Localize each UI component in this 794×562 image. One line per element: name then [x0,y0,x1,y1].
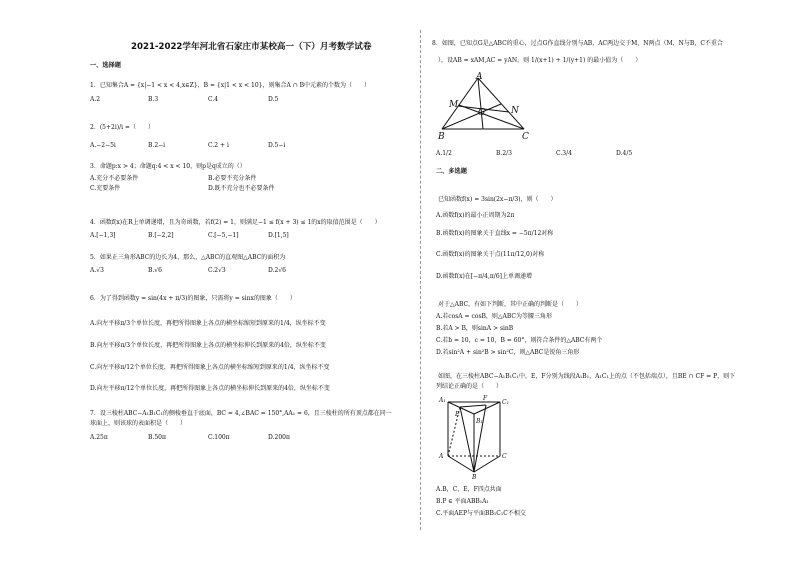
q4-option-d: D.[1,5] [268,232,289,239]
q6-option-b: B.向左平移π/3个单位长度，再把所得图象上各点的横坐标伸长到原来的4倍，纵坐标不变 [90,342,326,349]
q4-stem: 4．函数f(x)在R上单调递增，且为奇函数，若f(2) = 1，则满足−1 ≤ f(x + 3) ≤ 1的x的取值范围是（ ） [90,219,381,226]
page-title: 2021-2022学年河北省石家庄市某校高一（下）月考数学试卷 [131,42,372,52]
q8-option-a: A.1/2 [436,150,452,157]
q3-stem: 3．命题p:x > 4；命题q:4 < x < 10，则p是q成立的（） [90,163,246,170]
fig11-label-f: F [483,395,488,402]
q4-option-a: A.[−1,3] [90,232,116,239]
q11-stem-line1: 如图，在三棱柱ABC−A₁B₁C₁中，E，F分别为线段A₁B₁，A₁C₁上的点（不包括端点），且BE ∩ CF = P，则下 [438,373,736,380]
q5-option-a: A.√3 [90,267,104,274]
q8-option-c: C.3/4 [556,150,572,157]
q9-option-b: B.函数f(x)的图象关于直线x = −5π/12对称 [436,230,554,237]
q3-option-c: C.充要条件 [90,185,121,192]
q7-stem-line1: 7．设三棱柱ABC−A₁B₁C₁的侧棱垂直于底面，BC = 4,∠BAC = 150°,AA₁ = 6，且三棱柱的所有顶点都在同一 [90,410,392,417]
q9-stem: 已知函数f(x) = 3sin(2x−π/3)，则（ ） [438,196,557,203]
q10-option-a: A.若cosA = cosB，则△ABC为等腰三角形 [436,313,552,320]
q1-stem: 1．已知集合A = {x|−1 < x < 4,x∈Z}，B = {x|1 < x < 10}，则集合A ∩ B中元素的个数为（ ） [90,82,371,89]
q6-option-a: A.向左平移π/3个单位长度，再把所得图象上各点的横坐标缩短到原来的1/4，纵坐标不变 [90,320,326,327]
fig11-label-b: B [472,474,477,480]
fig11-label-b1: B₁ [476,418,483,425]
fig8-label-c: C [522,132,529,140]
q10-stem: 对于△ABC，有如下判断，其中正确的判断是（ ） [438,301,583,308]
q8-option-b: B.2/3 [496,150,512,157]
q5-option-c: C.2√3 [208,267,226,274]
q5-option-b: B.√6 [148,267,162,274]
q1-option-c: C.4 [208,96,219,103]
q4-option-c: C.[−5,−1] [208,232,239,239]
q6-option-c: C.向左平移π/12个单位长度，再把所得图象上各点的横坐标缩短到原来的1/4，纵坐标不变 [90,364,330,371]
column-divider [420,30,421,530]
fig11-label-a: A [439,453,444,460]
q6-option-d: D.向左平移π/12个单位长度，再把所得图象上各点的横坐标伸长到原来的4倍，纵坐标不变 [90,385,330,392]
q10-option-d: D.若sin²A + sin²B > sin²C，则△ABC是锐角三角形 [436,349,580,356]
prism-figure [436,394,522,480]
fig8-label-g: G [478,108,486,118]
q4-option-b: B.[−2,2] [148,232,174,239]
q7-option-a: A.25π [90,434,108,441]
q8-stem-line2: ），设AB = xAM,AC = yAN，则 1/(x+1) + 1/(y+1) 的最小值为（ ） [438,57,642,64]
q3-option-a: A.充分不必要条件 [90,175,139,182]
q2-option-d: D.5−i [268,142,286,149]
q2-option-c: C.2 + i [208,142,229,149]
q6-stem: 6．为了得到函数y = sin(4x + π/3)的图象，只需将y = sinx的图象（ ） [90,295,296,302]
fig8-label-a: A [476,72,483,82]
q7-stem-line2: 球面上，则该球的表面积是（ ） [90,420,187,427]
q11-stem-line2: 列结论正确的是（ ） [436,383,503,390]
section-multiple-heading: 二、多选题 [436,168,467,175]
q1-option-d: D.5 [268,96,279,103]
q11-option-c: C.平面AEP与平面BB₁C₁C不相交 [436,510,526,517]
q9-option-a: A.函数f(x)的最小正周期为2π [436,212,515,219]
fig11-label-c1: C₁ [502,399,509,406]
triangle-figure [436,72,536,140]
q7-option-c: C.100π [208,434,230,441]
q9-option-c: C.函数f(x)的图象关于点(11π/12,0)对称 [436,251,545,258]
q11-option-b: B.P ∈ 平面ABB₁A₁ [436,498,489,505]
q10-option-c: C.若b = 10，c = 10，B = 60°，则符合条件的△ABC有两个 [436,337,603,344]
fig11-label-c: C [502,453,507,460]
q2-option-b: B.2−i [148,142,166,149]
section-choice-heading: 一、选择题 [90,62,121,69]
fig8-label-b: B [438,132,445,140]
q8-stem-line1: 8．如图，已知点G是△ABC的重心，过点G作直线分别与AB，AC两边交于M，N两点（M，N与B，C不重合 [432,40,723,47]
q7-option-d: D.200π [268,434,290,441]
q10-option-b: B.若A > B，则sinA > sinB [436,325,514,332]
q5-option-d: D.2√6 [268,267,286,274]
q9-option-d: D.函数f(x)在[−π/4,π/6]上单调递增 [436,273,532,280]
fig11-label-a1: A₁ [439,397,446,404]
q3-option-b: B.必要不充分条件 [208,175,257,182]
fig8-label-n: N [511,106,519,116]
fig8-label-m: M [449,100,459,110]
q1-option-a: A.2 [90,96,101,103]
q11-option-a: A.B，C，E，F四点共面 [436,486,502,493]
fig11-label-e: E [455,411,460,418]
q1-option-b: B.3 [148,96,159,103]
q7-option-b: B.50π [148,434,166,441]
q3-option-d: D.既不充分也不必要条件 [208,185,275,192]
q8-option-d: D.4/5 [616,150,633,157]
q5-stem: 5．如果正三角形ABC的边长为4，那么，△ABC的直观图△ABC的面积为 [90,254,286,261]
q2-stem: 2．(5+2i)/i =（ ） [90,124,154,131]
q2-option-a: A.−2−5i [90,142,116,149]
